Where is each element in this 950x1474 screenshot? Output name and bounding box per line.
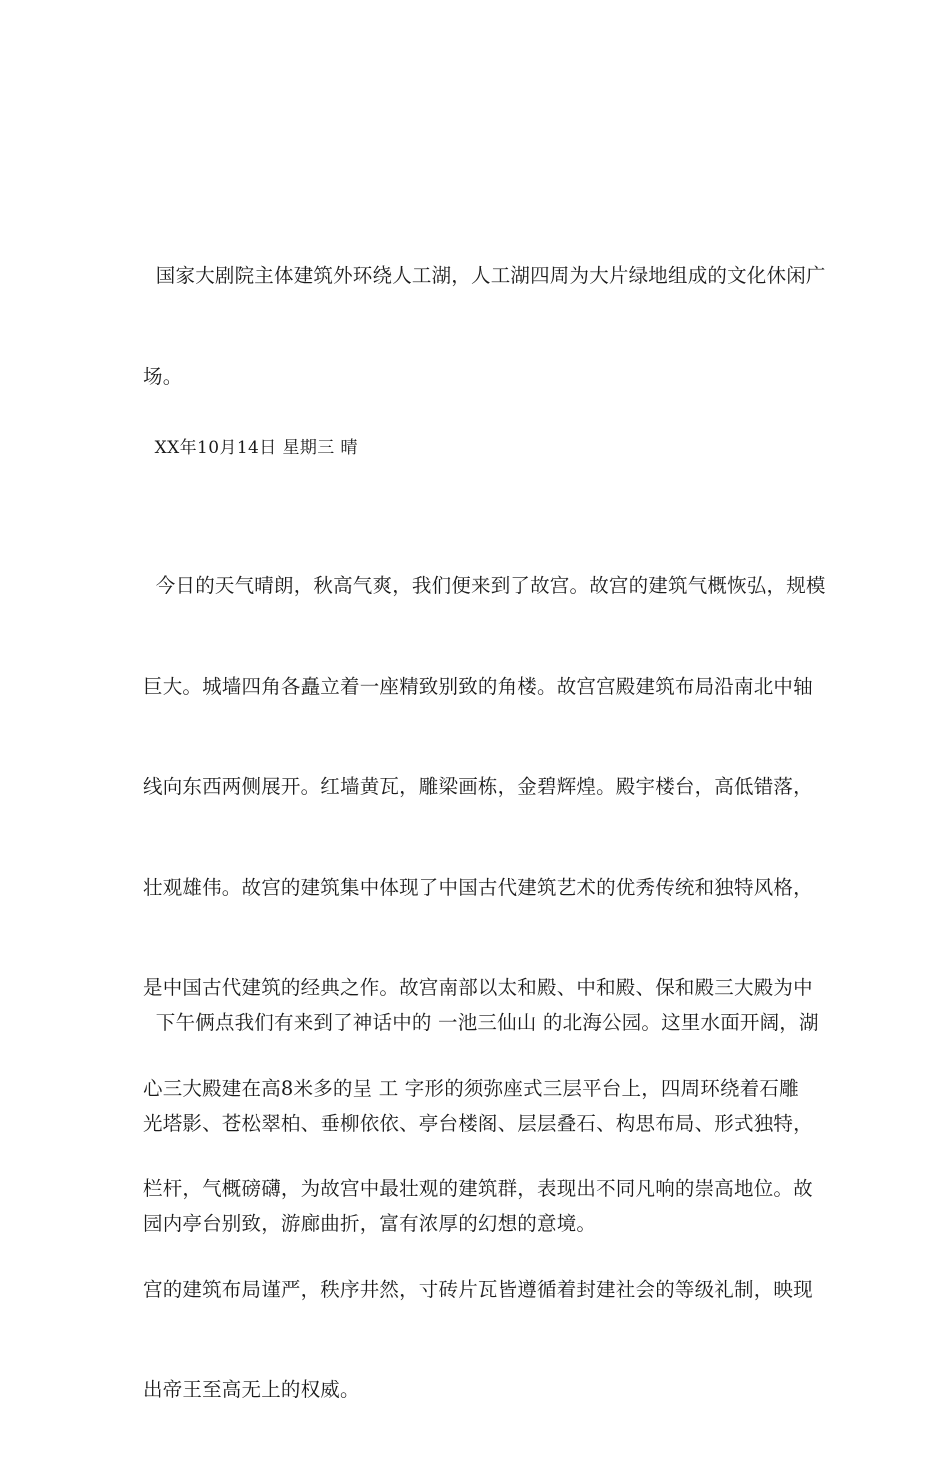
text-line: 出帝王至高无上的权威。 — [143, 1378, 360, 1401]
text-line: 栏杆，气概磅礴，为故宫中最壮观的建筑群，表现出不同凡响的崇高地位。故 — [143, 1177, 813, 1200]
text-line: 下午俩点我们有来到了神话中的 一池三仙山 的北海公园。这里水面开阔，湖 — [143, 1011, 819, 1034]
paragraph-beihai-park — [143, 939, 819, 1308]
text-line: 巨大。城墙四角各矗立着一座精致别致的角楼。故宫宫殿建筑布局沿南北中轴 — [143, 674, 813, 698]
text-line: 国家大剧院主体建筑外环绕人工湖，人工湖四周为大片绿地组成的文化休闲广 — [143, 264, 826, 287]
text-line: 园内亭台别致，游廊曲折，富有浓厚的幻想的意境。 — [143, 1212, 597, 1235]
text-line: 线向东西两侧展开。红墙黄瓦，雕梁画栋，金碧辉煌。殿宇楼台，高低错落， — [143, 775, 813, 798]
text-line: 场。 — [143, 364, 183, 388]
text-line: 今日的天气晴朗，秋高气爽，我们便来到了故宫。故宫的建筑气概恢弘，规模 — [143, 574, 826, 597]
text-line: 宫的建筑布局谨严，秩序井然，寸砖片瓦皆遵循着封建社会的等级礼制，映现 — [143, 1277, 813, 1301]
date-text: XX年10月14日 星期三 晴 — [143, 438, 358, 458]
text-line: 是中国古代建筑的经典之作。故宫南部以太和殿、中和殿、保和殿三大殿为中 — [143, 976, 813, 999]
text-line: 心三大殿建在高8米多的呈 工 字形的须弥座式三层平台上，四周环绕着石雕 — [143, 1076, 799, 1100]
text-line: 光塔影、苍松翠柏、垂柳依依、亭台楼阁、层层叠石、构思布局、形式独特， — [143, 1111, 813, 1135]
text-line: 壮观雄伟。故宫的建筑集中体现了中国古代建筑艺术的优秀传统和独特风格， — [143, 875, 813, 899]
